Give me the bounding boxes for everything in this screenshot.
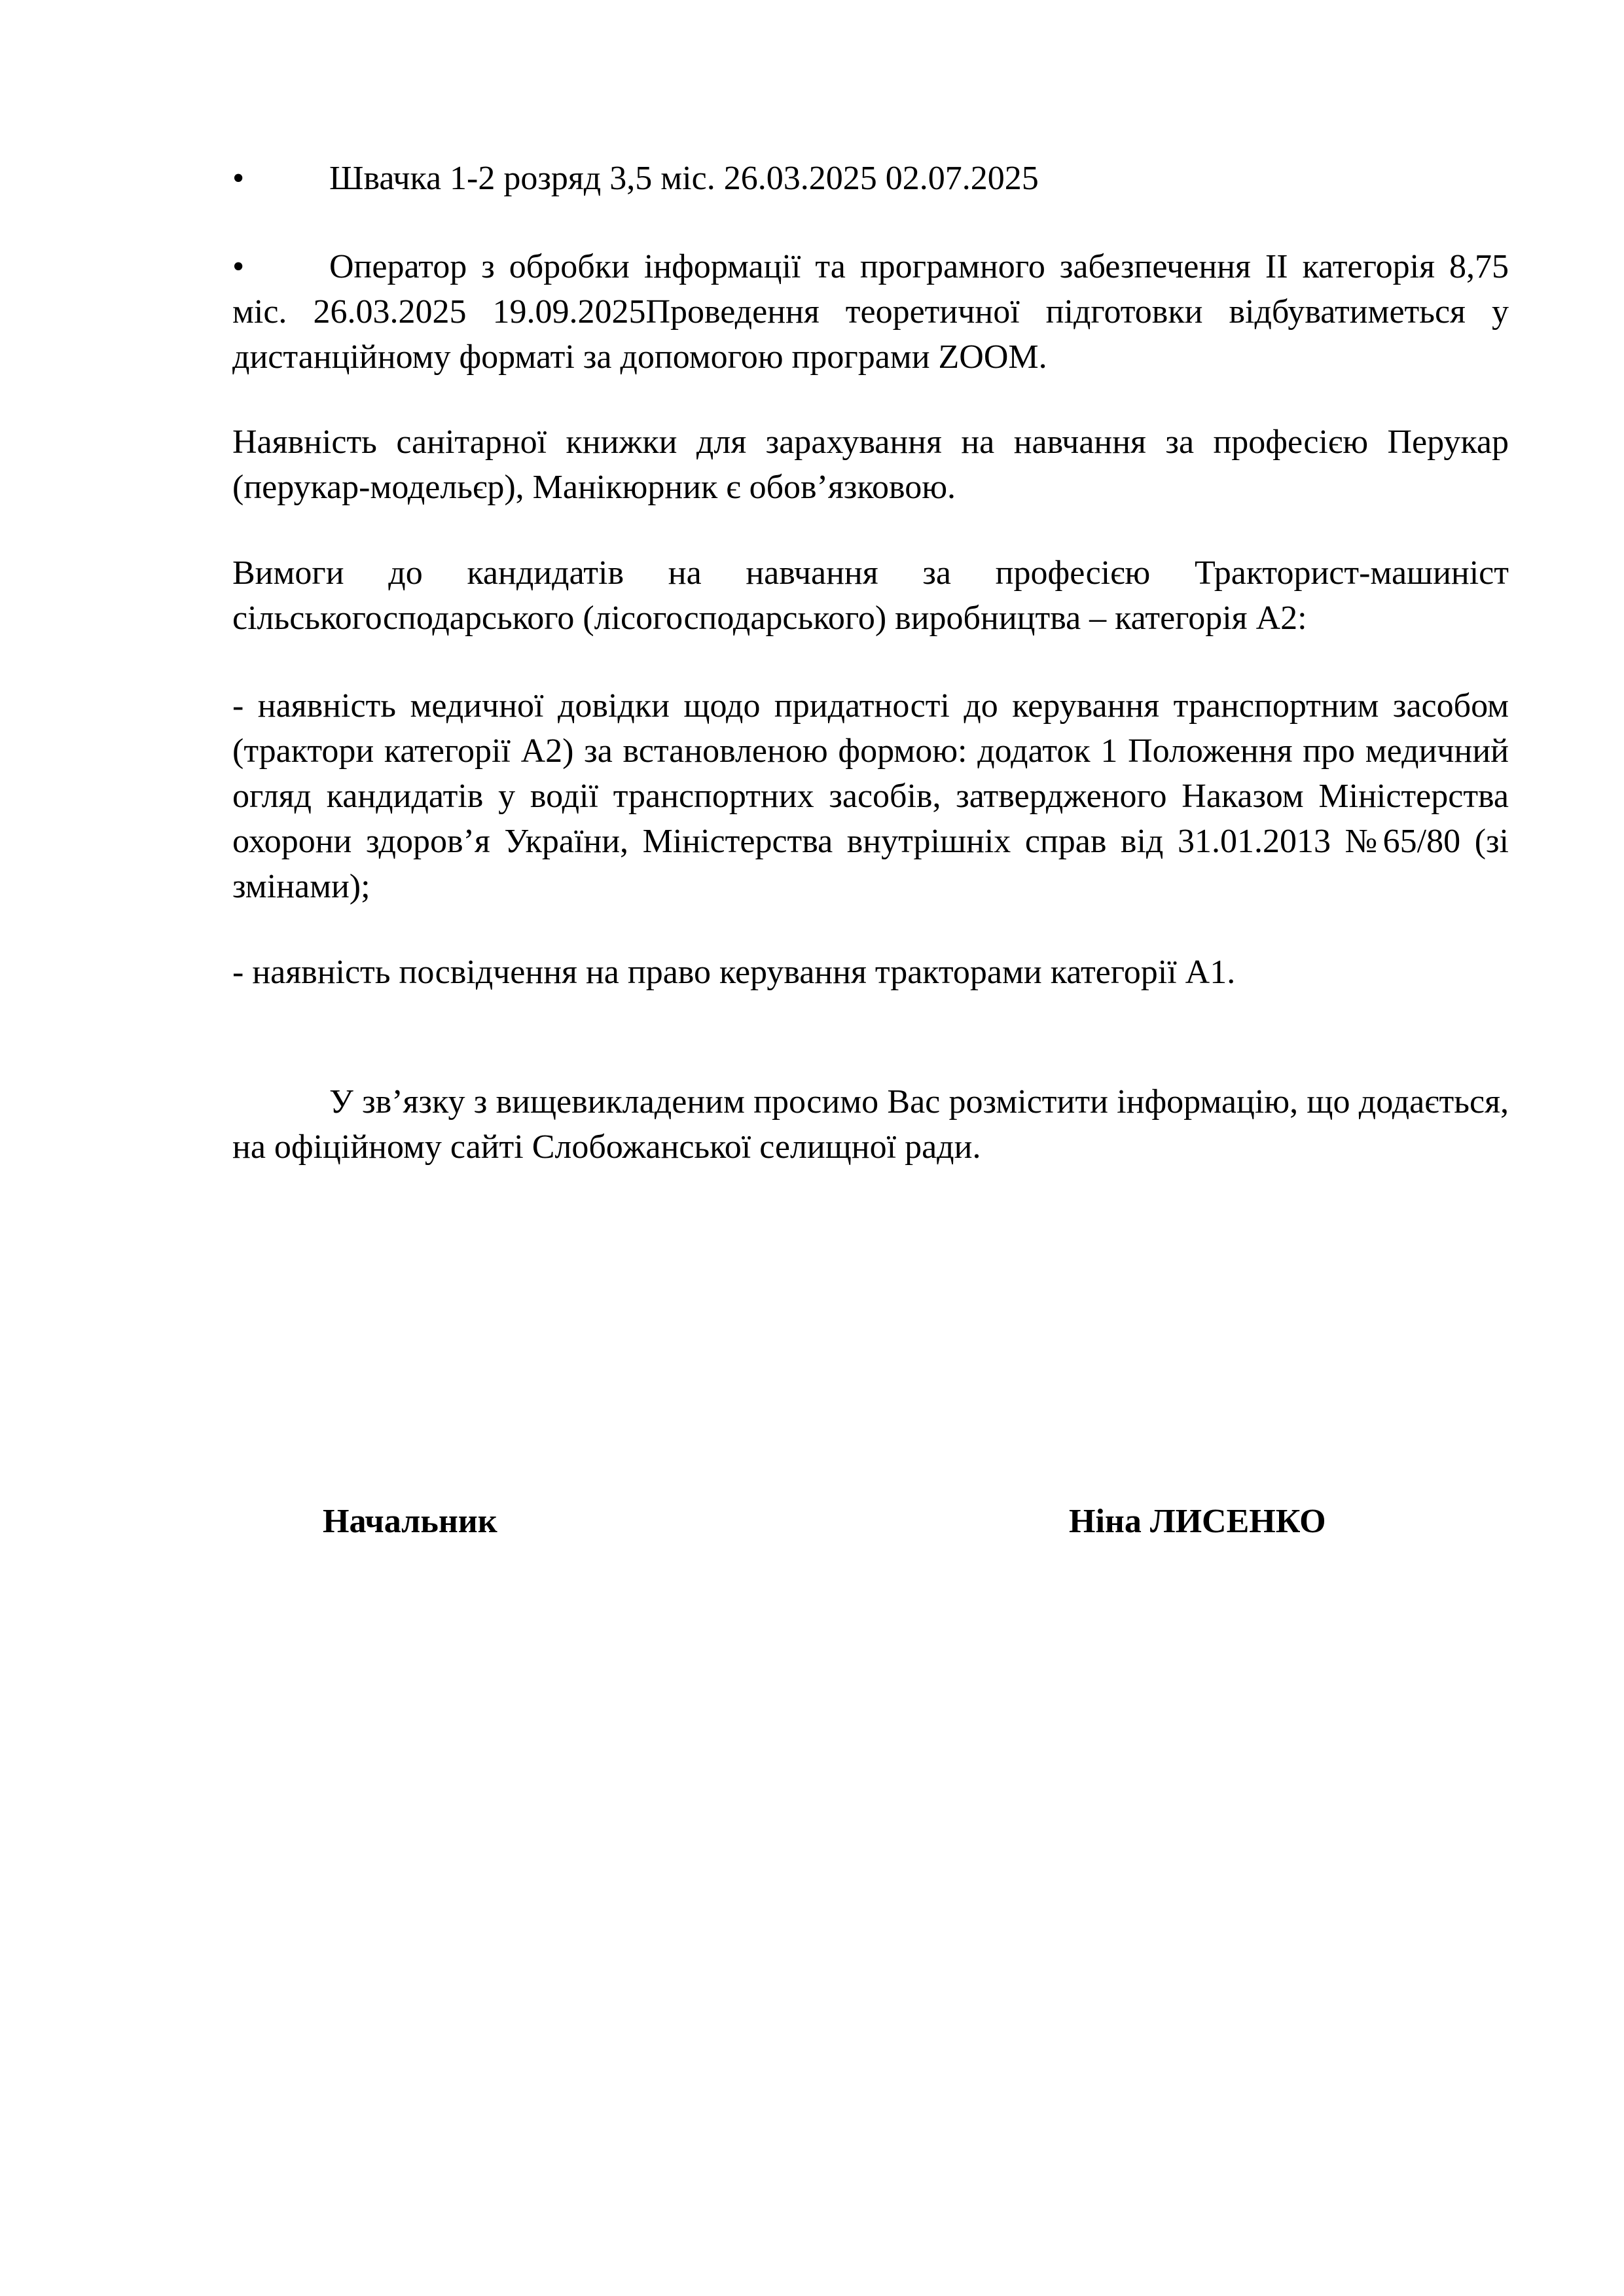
paragraph-requirements: Вимоги до кандидатів на навчання за професією Тракторист-машиніст сільськогосподарського (лісогосподарського) виробництва – категорія А2: (232, 554, 1509, 637)
request-text: У зв’язку з вищевикладеним просимо Вас розмістити інформацію, що додається, на офіційному сайті Слобожанської селищної ради. (232, 1083, 1509, 1166)
paragraph-sanitary-book: Наявність санітарної книжки для зарахування на навчання за професією Перукар (перукар-модельєр), Манікюрник є обов’язковою. (232, 423, 1509, 506)
bullet-item-operator (232, 244, 1509, 380)
bullet-item-seamstress (232, 156, 1509, 201)
bullet-mark: • (232, 248, 245, 285)
paragraph-medical-certificate: - наявність медичної довідки щодо придатності до керування транспортним засобом (трактори категорії А2) за встановленою формою: додаток 1 Положення про медичний огляд кандидатів у водії транспортних засобів, затвердженого Наказом Міністерства охорони здоров’я України, Міністерства внутрішніх справ від 31.01.2013 №65/80 (зі змінами); (232, 687, 1509, 905)
bullet-mark: • (232, 160, 245, 197)
paragraph-license: - наявність посвідчення на право керування тракторами категорії А1. (232, 954, 1236, 991)
paragraph-request (232, 1079, 1509, 1170)
bullet-text: Оператор з обробки інформації та програмного забезпечення II категорія 8,75 міс. 26.03.2025 19.09.2025Проведення теоретичної підготовки відбуватиметься у дистанційному форматі за допомогою програми ZOOM. (232, 248, 1509, 376)
bullet-text: Швачка 1-2 розряд 3,5 міс. 26.03.2025 02.07.2025 (329, 160, 1039, 197)
signature-position: Начальник (323, 1503, 497, 1540)
signature-name: Ніна ЛИСЕНКО (1069, 1503, 1326, 1540)
